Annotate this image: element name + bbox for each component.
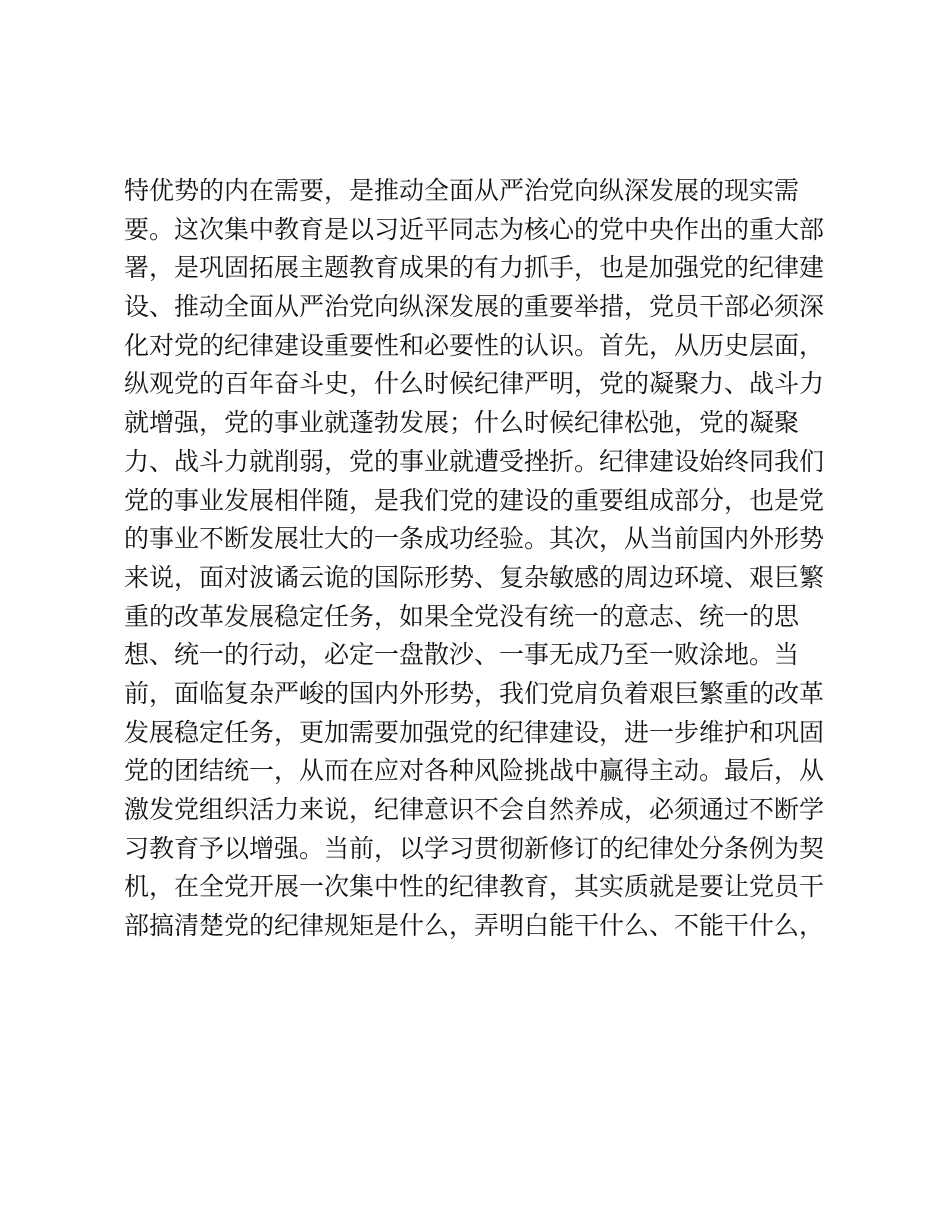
text-line: 激发党组织活力来说，纪律意识不会自然养成，必须通过不断学: [124, 795, 825, 824]
text-line: 机，在全党开展一次集中性的纪律教育，其实质就是要让党员干: [124, 872, 825, 902]
text-line: 要。这次集中教育是以习近平同志为核心的党中央作出的重大部: [124, 214, 825, 244]
text-line: 化对党的纪律建设重要性和必要性的认识。首先，从历史层面，: [124, 330, 825, 360]
text-line: 想、统一的行动，必定一盘散沙、一事无成乃至一败涂地。当: [124, 640, 800, 670]
text-line: 设、推动全面从严治党向纵深发展的重要举措，党员干部必须深: [124, 292, 825, 322]
text-line: 党的事业发展相伴随，是我们党的建设的重要组成部分，也是党: [124, 485, 825, 515]
text-line: 发展稳定任务，更加需要加强党的纪律建设，进一步维护和巩固: [124, 717, 825, 747]
text-line: 特优势的内在需要，是推动全面从严治党向纵深发展的现实需: [124, 176, 800, 205]
text-line: 前，面临复杂严峻的国内外形势，我们党肩负着艰巨繁重的改革: [124, 678, 825, 708]
text-line: 习教育予以增强。当前，以学习贯彻新修订的纪律处分条例为契: [124, 833, 825, 863]
text-line: 署，是巩固拓展主题教育成果的有力抓手，也是加强党的纪律建: [124, 253, 825, 283]
text-line: 的事业不断发展壮大的一条成功经验。其次，从当前国内外形势: [124, 524, 825, 554]
text-line: 部搞清楚党的纪律规矩是什么，弄明白能干什么、不能干什么，: [124, 911, 825, 941]
text-line: 就增强，党的事业就蓬勃发展；什么时候纪律松弛，党的凝聚: [124, 408, 800, 438]
text-line: 力、战斗力就削弱，党的事业就遭受挫折。纪律建设始终同我们: [124, 446, 825, 476]
text-line: 重的改革发展稳定任务，如果全党没有统一的意志、统一的思: [124, 601, 800, 631]
text-line: 纵观党的百年奋斗史，什么时候纪律严明，党的凝聚力、战斗力: [124, 369, 825, 399]
text-line: 党的团结统一，从而在应对各种风险挑战中赢得主动。最后，从: [124, 756, 825, 786]
body-paragraph: [124, 172, 844, 946]
text-line: 来说，面对波谲云诡的国际形势、复杂敏感的周边环境、艰巨繁: [124, 562, 825, 592]
